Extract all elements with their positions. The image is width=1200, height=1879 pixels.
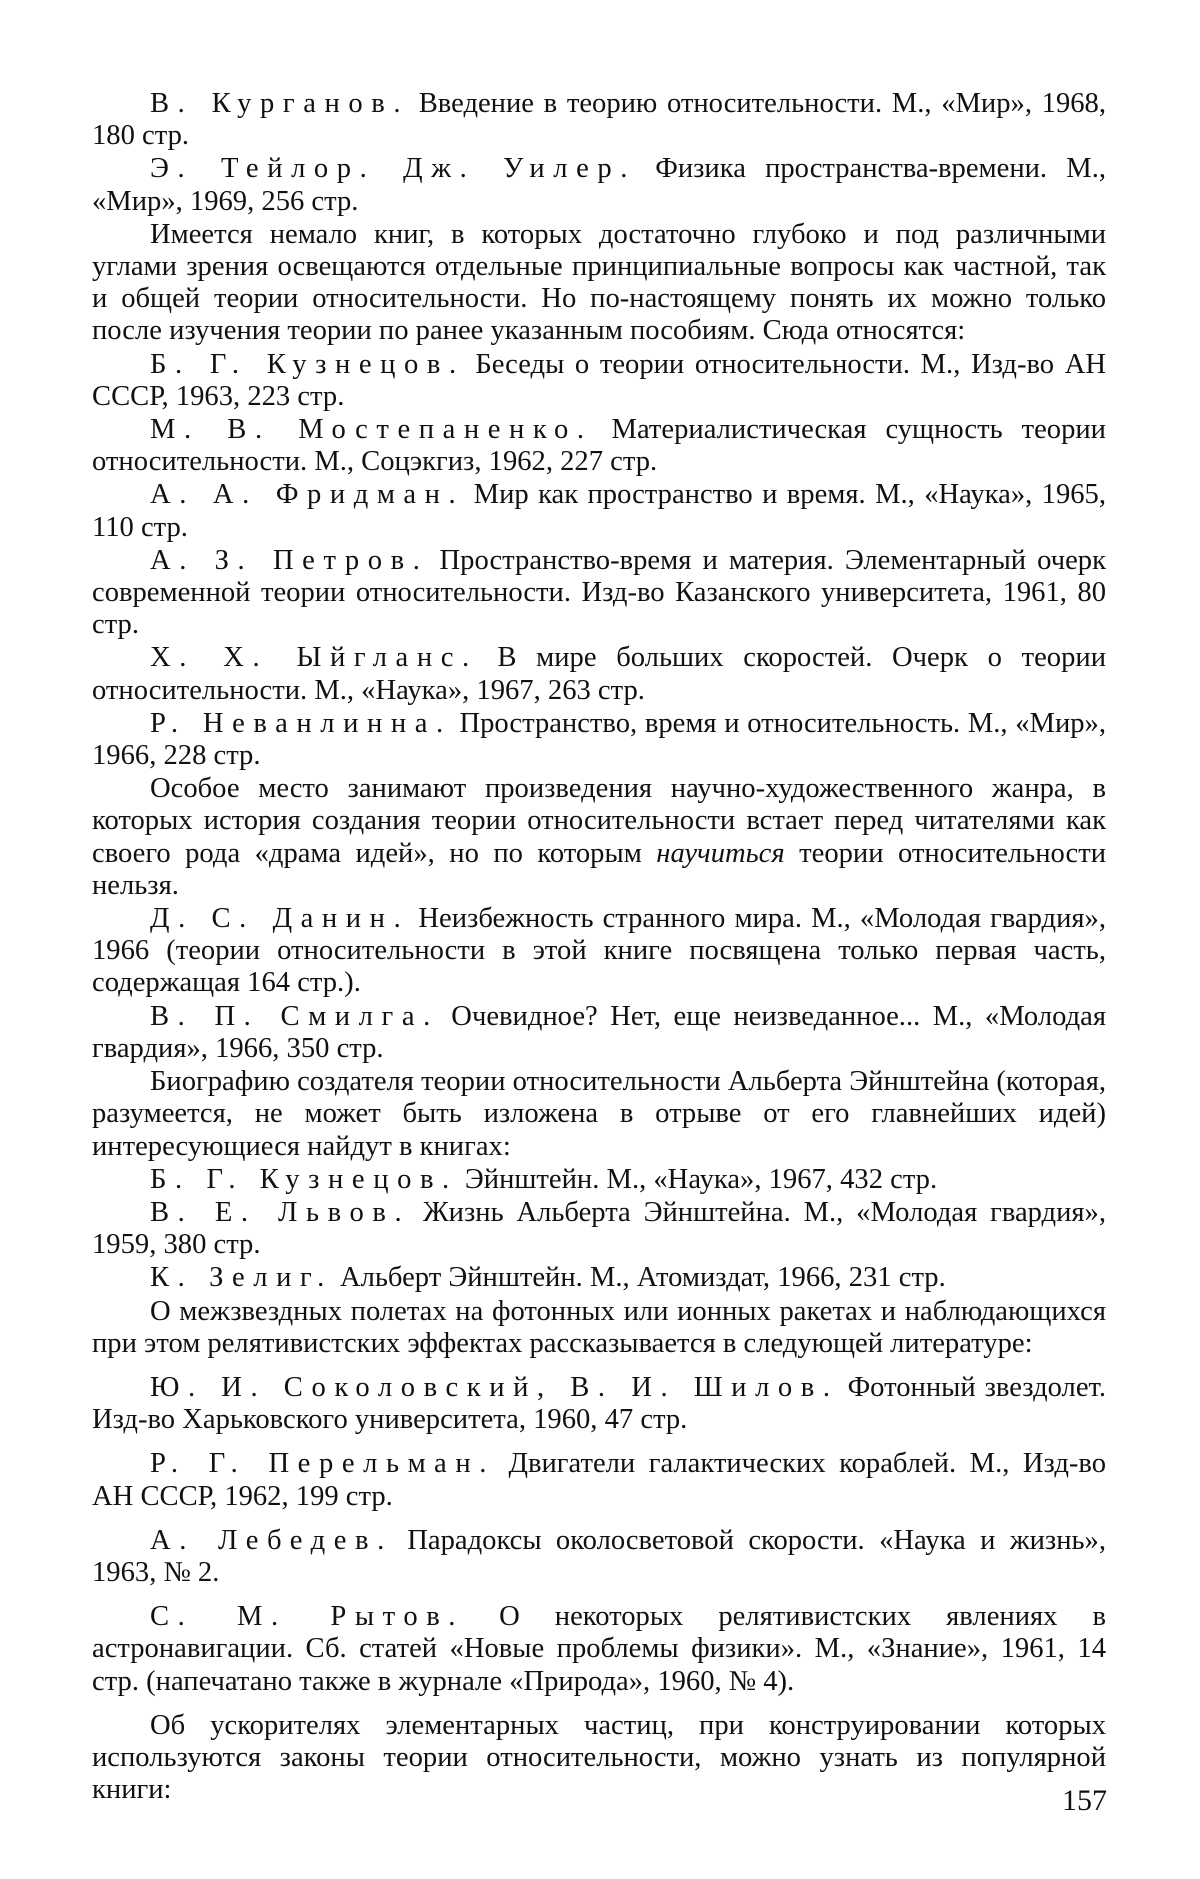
reference-author: Р. Неванлинна. [150, 707, 452, 739]
reference-author: Ю. И. Соколовский, В. И. Шилов. [150, 1371, 839, 1403]
reference-entry [92, 545, 1106, 642]
reference-text: Физика пространства-времени. М., «Мир», 1969, 256 стр. [92, 153, 1106, 217]
reference-entry [92, 1262, 1106, 1294]
reference-entry [92, 708, 1106, 772]
paragraph-text: теории относительности нельзя. [92, 837, 1107, 901]
body-paragraph: Имеется немало книг, в которых достаточно глубоко и под различными углами зрения освещаются отдельные принципиальные вопросы как частной, так и общей теории относительности. Но по-настоящему понять их можно только после изучения теории по ранее указанным пособиям. Сюда относятся: [92, 218, 1106, 347]
reference-author: К. Зелиг. [150, 1262, 333, 1294]
body-paragraph: О межзвездных полетах на фотонных или ионных ракетах и наблюдающихся при этом релятивистских эффектах рассказывается в следующей литературе: [92, 1295, 1106, 1359]
body-paragraph: Биографию создателя теории относительности Альберта Эйнштейна (которая, разумеется, не может быть изложена в отрыве от его главнейших идей) интересующиеся найдут в книгах: [92, 1066, 1106, 1162]
reference-author: С. М. Рытов. [150, 1601, 465, 1633]
reference-entry [92, 479, 1106, 543]
reference-text: Жизнь Альберта Эйнштейна. М., «Молодая гвардия», 1959, 380 стр. [92, 1196, 1106, 1261]
reference-entry [92, 642, 1106, 706]
emphasized-word: научиться [656, 837, 785, 869]
reference-text: Мир как пространство и время. М., «Наука», 1965, 110 стр. [92, 479, 1106, 543]
reference-entry [92, 153, 1106, 217]
reference-author: Б. Г. Кузнецов. [150, 1163, 458, 1195]
reference-author: А. Лебедев. [150, 1524, 393, 1556]
reference-text: Пространство-время и материя. Элементарный очерк современной теории относительности. Изд-во Казанского университета, 1961, 80 стр. [92, 544, 1106, 641]
reference-text: Неизбежность странного мира. М., «Молодая гвардия», 1966 (теории относительности в этой книге посвящена только первая часть, содержащая 164 стр.). [92, 903, 1106, 999]
reference-entry [92, 1372, 1106, 1436]
reference-text: Очевидное? Нет, еще неизведанное... М., «Молодая гвардия», 1966, 350 стр. [92, 1000, 1106, 1064]
reference-entry [92, 88, 1106, 152]
reference-entry [92, 903, 1106, 1000]
reference-entry [92, 349, 1106, 413]
reference-author: Б. Г. Кузнецов. [150, 348, 465, 380]
reference-author: Э. Тейлор. Дж. Уилер. [150, 153, 637, 185]
reference-entry [92, 1601, 1106, 1698]
reference-text: Двигатели галактических кораблей. М., Изд-во АН СССР, 1962, 199 стр. [92, 1448, 1106, 1512]
reference-text: Парадоксы околосветовой скорости. «Наука и жизнь», 1963, № 2. [92, 1524, 1106, 1588]
reference-text: Пространство, время и относительность. М., «Мир», 1966, 228 стр. [92, 707, 1107, 772]
body-paragraph [92, 773, 1106, 902]
reference-author: А. З. Петров. [150, 544, 429, 576]
reference-author: Д. С. Данин. [150, 903, 410, 935]
paragraph-text: Особое место занимают произведения научно-художественного жанра, в которых история создания теории относительности встает перед читателями как своего рода «драма идей», но по которым [92, 773, 1106, 869]
reference-entry [92, 1448, 1106, 1512]
reference-author: В. Курганов. [150, 88, 410, 119]
body-paragraph: Об ускорителях элементарных частиц, при конструировании которых используются законы теории относительности, можно узнать из популярной книги: [92, 1709, 1106, 1806]
reference-entry [92, 1197, 1106, 1261]
reference-author: А. А. Фридман. [150, 479, 465, 511]
reference-entry [92, 414, 1106, 478]
reference-text: О некоторых релятивистских явлениях в астронавигации. Сб. статей «Новые проблемы физики». М., «Знание», 1961, 14 стр. (напечатано также в журнале «Природа», 1960, № 4). [92, 1601, 1106, 1697]
reference-author: Р. Г. Перельман. [150, 1448, 495, 1480]
reference-entry [92, 1001, 1106, 1065]
reference-text: Фотонный звездолет. Изд-во Харьковского университета, 1960, 47 стр. [92, 1371, 1106, 1436]
reference-text: Альберт Эйнштейн. М., Атомиздат, 1966, 231 стр. [332, 1262, 946, 1294]
reference-author: М. В. Мостепаненко. [150, 414, 593, 446]
reference-author: Х. Х. Ыйгланс. [150, 642, 478, 674]
reference-text: Введение в теорию относительности. М., «Мир», 1968, 180 стр. [92, 88, 1106, 152]
bibliography-text [92, 88, 1106, 1806]
reference-text: Беседы о теории относительности. М., Изд-во АН СССР, 1963, 223 стр. [92, 348, 1106, 412]
reference-entry [92, 1525, 1106, 1589]
page-number: 157 [1062, 1784, 1107, 1817]
reference-text: Эйнштейн. М., «Наука», 1967, 432 стр. [457, 1163, 938, 1195]
reference-author: В. П. Смилга. [150, 1000, 439, 1032]
reference-author: В. Е. Львов. [150, 1196, 411, 1228]
reference-text: В мире больших скоростей. Очерк о теории относительности. М., «Наука», 1967, 263 стр. [92, 642, 1106, 706]
reference-entry [92, 1164, 1106, 1196]
reference-text: Материалистическая сущность теории относительности. М., Соцэкгиз, 1962, 227 стр. [92, 414, 1106, 478]
